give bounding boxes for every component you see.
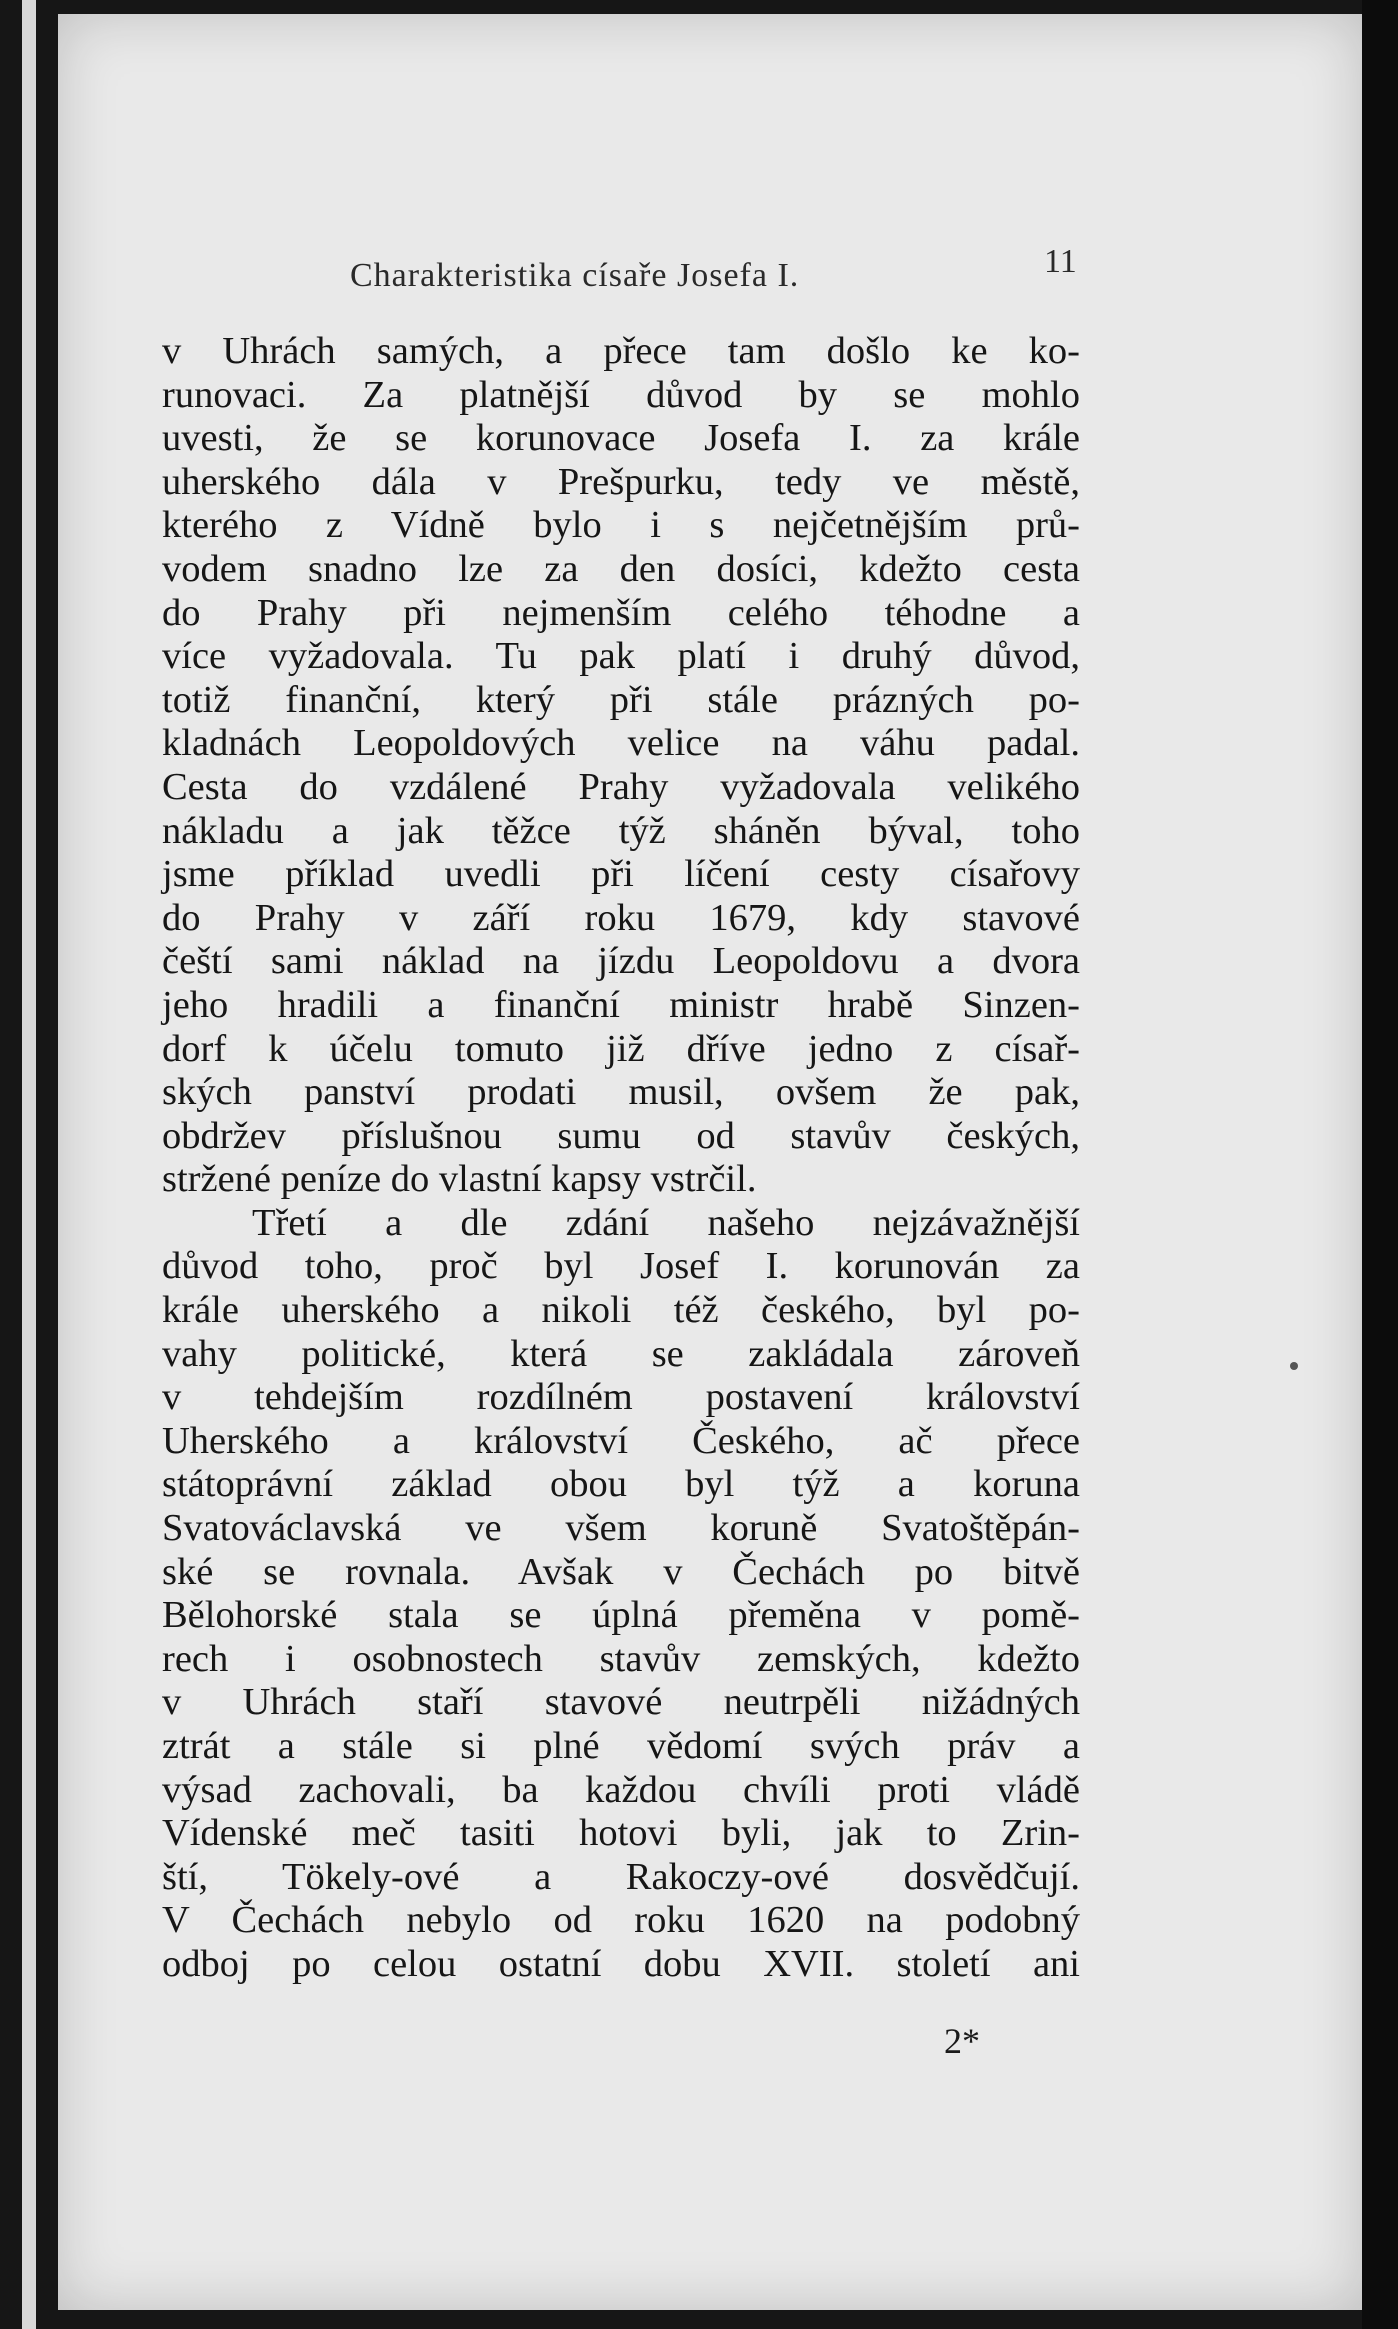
text-line: Uherského a království Českého, ač přece <box>162 1419 1080 1462</box>
left-page-edge <box>22 0 36 2329</box>
text-line: ských panství prodati musil, ovšem že pak, <box>162 1071 1080 1114</box>
text-line: Vídenské meč tasiti hotovi byli, jak to Zrin- <box>162 1812 1080 1855</box>
running-title: Charakteristika císaře Josefa I. <box>350 257 800 294</box>
text-line: uherského dála v Prešpurku, tedy ve městě, <box>162 460 1080 503</box>
text-line: krále uherského a nikoli též českého, byl po- <box>162 1289 1080 1332</box>
text-line: jsme příklad uvedli při líčení cesty císařovy <box>162 853 1080 896</box>
margin-speck <box>1290 1362 1298 1370</box>
text-line: ští, Tökely-ové a Rakoczy-ové dosvědčují. <box>162 1855 1080 1898</box>
text-line: Bělohorské stala se úplná přeměna v pomě- <box>162 1594 1080 1637</box>
text-line: Cesta do vzdálené Prahy vyžadovala velikého <box>162 765 1080 808</box>
text-line: kterého z Vídně bylo i s nejčetnějším prů- <box>162 504 1080 547</box>
text-line: runovaci. Za platnější důvod by se mohlo <box>162 373 1080 416</box>
text-line: ské se rovnala. Avšak v Čechách po bitvě <box>162 1550 1080 1593</box>
text-line: jeho hradili a finanční ministr hrabě Sinzen- <box>162 983 1080 1026</box>
text-line: totiž finanční, který při stále prázných po- <box>162 678 1080 721</box>
text-line: obdržev příslušnou sumu od stavův českých, <box>162 1114 1080 1157</box>
text-line: kladnách Leopoldových velice na váhu padal. <box>162 722 1080 765</box>
text-line: v Uhrách samých, a přece tam došlo ke ko- <box>162 330 1080 372</box>
text-line: v Uhrách staří stavové neutrpěli nižádných <box>162 1681 1080 1724</box>
text-line: Svatováclavská ve všem koruně Svatoštěpán- <box>162 1507 1080 1550</box>
text-line: nákladu a jak těžce týž sháněn býval, toho <box>162 809 1080 852</box>
text-line: v tehdejším rozdílném postavení království <box>162 1376 1080 1419</box>
body-text <box>162 330 1080 1987</box>
text-line: do Prahy v září roku 1679, kdy stavové <box>162 896 1080 939</box>
text-line: dorf k účelu tomuto již dříve jedno z císař- <box>162 1027 1080 1070</box>
printer-signature-mark: 2* <box>944 2021 980 2061</box>
text-line: V Čechách nebylo od roku 1620 na podobný <box>162 1899 1080 1942</box>
text-line: do Prahy při nejmenším celého téhodne a <box>162 591 1080 634</box>
text-line: státoprávní základ obou byl týž a koruna <box>162 1463 1080 1506</box>
text-line: odboj po celou ostatní dobu XVII. století ani <box>162 1942 1080 1985</box>
text-line: vahy politické, která se zakládala zároveň <box>162 1332 1080 1375</box>
text-line: stržené peníze do vlastní kapsy vstrčil. <box>162 1158 757 1201</box>
text-line: rech i osobnostech stavův zemských, kdežto <box>162 1637 1080 1680</box>
text-line: výsad zachovali, ba každou chvíli proti vládě <box>162 1768 1080 1811</box>
page-number: 11 <box>1044 243 1077 280</box>
right-scan-border <box>1362 0 1398 2329</box>
text-line: více vyžadovala. Tu pak platí i druhý důvod, <box>162 635 1080 678</box>
text-line: důvod toho, proč byl Josef I. korunován za <box>162 1245 1080 1288</box>
text-line: uvesti, že se korunovace Josefa I. za krále <box>162 417 1080 460</box>
text-line: Třetí a dle zdání našeho nejzávažnější <box>252 1201 1080 1244</box>
text-line: ztrát a stále si plné vědomí svých práv a <box>162 1725 1080 1767</box>
text-line: vodem snadno lze za den dosíci, kdežto cesta <box>162 547 1080 590</box>
text-line: čeští sami náklad na jízdu Leopoldovu a dvora <box>162 940 1080 983</box>
